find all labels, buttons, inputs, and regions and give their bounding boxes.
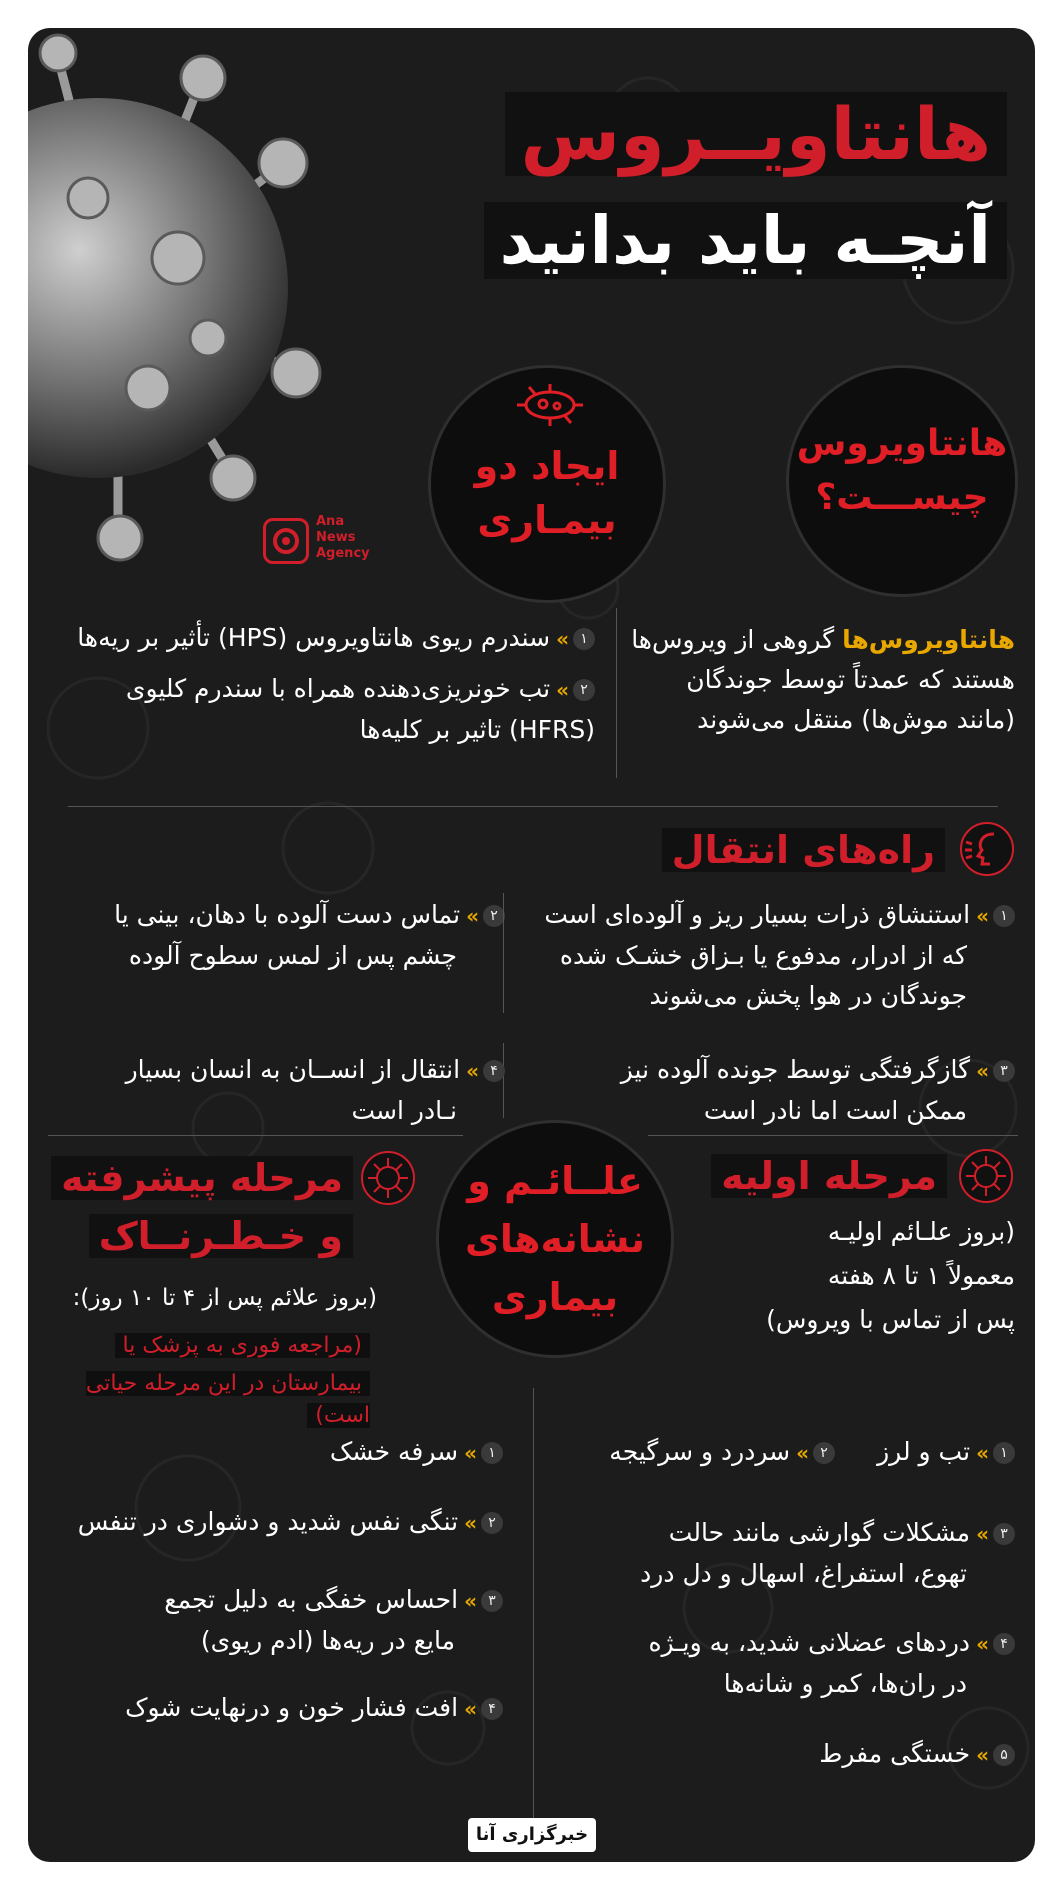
agency-logo-icon	[263, 518, 309, 564]
divider-vertical-4	[533, 1388, 534, 1818]
divider-horizontal-3	[648, 1135, 1018, 1136]
title-line-1: هانتاویــروس	[505, 92, 1007, 176]
diseases-list: ۱»سندرم ریوی هانتاویروس (HPS) تأثیر بر ریه‌ها ۲»تب خونریزی‌دهنده همراه با سندرم کلیوی (HFRS) تاثیر بر کلیه‌ها	[35, 618, 595, 750]
two-diseases-circle: ایجاد دو بیمـاری	[428, 365, 666, 603]
footer-logo: خبرگزاری آنا	[468, 1818, 596, 1852]
advanced-item-4: ۴»افت فشار خون و درنهایت شوک	[33, 1688, 503, 1729]
advanced-stage-heading-2: و خـطـرنــاک	[89, 1214, 353, 1258]
transmission-item-3: ۳»گازگرفتگی توسط جونده آلوده نیز ممکن است اما نادر است	[535, 1050, 1015, 1131]
divider-vertical-2	[503, 893, 504, 1013]
early-item-2: ۲»سردرد و سرگیجه	[555, 1432, 835, 1473]
transmission-item-2: ۲»تماس دست آلوده با دهان، بینی یا چشم پس از لمس سطوح آلوده	[35, 895, 505, 976]
virus-icon-advanced	[360, 1150, 416, 1206]
advanced-warning-1: (مراجعه فوری به پزشک یا	[115, 1333, 370, 1358]
title-block	[505, 86, 1007, 182]
breath-icon	[958, 820, 1016, 878]
transmission-item-1: ۱»استنشاق ذرات بسیار ریز و آلوده‌ای است که از ادرار، مدفوع یا بـزاق خشـک شده جوندگان در هوا پخش می‌شوند	[535, 895, 1015, 1016]
disease-item-1: ۱»سندرم ریوی هانتاویروس (HPS) تأثیر بر ریه‌ها	[35, 618, 595, 659]
divider-horizontal-1	[68, 806, 998, 807]
advanced-item-3: ۳»احساس خفگی به دلیل تجمع مایع در ریه‌ها (ادم ریوی)	[33, 1580, 503, 1661]
virus-icon-early	[958, 1148, 1014, 1204]
early-stage-description: (بروز علـائم اولیـه معمولاً ۱ تا ۸ هفته پس از تماس با ویروس)	[766, 1217, 1015, 1334]
advanced-warning-2: بیمارستان در این مرحله حیاتی است)	[85, 1371, 370, 1428]
title-block-2	[484, 198, 1007, 284]
agency-name: Ana News Agency	[316, 514, 370, 561]
early-heading-wrap	[711, 1151, 947, 1201]
advanced-heading-wrap-2	[89, 1211, 353, 1261]
early-item-3: ۳»مشکلات گوارشی مانند حالت تهوع، استفراغ، اسهال و دل درد	[545, 1513, 1015, 1594]
early-stage-heading: مرحله اولیه	[711, 1154, 947, 1198]
advanced-heading-wrap-1	[51, 1153, 353, 1203]
advanced-stage-description: (بروز علائم پس از ۴ تا ۱۰ روز):	[72, 1285, 377, 1311]
infographic-card	[28, 28, 1035, 1862]
transmission-heading: راه‌های انتقال	[662, 828, 945, 872]
divider-horizontal-2	[48, 1135, 463, 1136]
what-is-circle: هانتاویروس چیســـت؟	[786, 365, 1018, 597]
advanced-stage-heading-1: مرحله پیشرفته	[51, 1156, 353, 1200]
transmission-heading-wrap	[662, 825, 945, 875]
symptoms-circle: علــائـم و نشانه‌های بیماری	[436, 1120, 674, 1358]
early-item-1: ۱»تب و لرز	[865, 1432, 1015, 1473]
what-is-highlight: هانتاویروس‌ها	[842, 625, 1015, 654]
advanced-tag-wrap-2	[28, 1368, 370, 1432]
virus-illustration	[28, 28, 358, 588]
transmission-item-4: ۴»انتقال از انســان به انسان بسیار نـادر است	[35, 1050, 505, 1131]
disease-item-2: ۲»تب خونریزی‌دهنده همراه با سندرم کلیوی	[35, 669, 595, 710]
bacteria-icon	[515, 382, 585, 428]
title-line-2: آنچـه باید بدانید	[484, 202, 1007, 279]
what-is-description: هانتاویروس‌ها گروهی از ویروس‌ها هستند که عمدتاً توسط جوندگان (مانند موش‌ها) منتقل می‌شوند	[631, 625, 1015, 734]
divider-vertical-1	[616, 608, 617, 778]
early-item-4: ۴»دردهای عضلانی شدید، به ویـژه در ران‌ها، کمر و شانه‌ها	[545, 1623, 1015, 1704]
advanced-item-1: ۱»سرفه خشک	[33, 1432, 503, 1473]
advanced-tag-wrap-1	[115, 1330, 370, 1362]
early-item-5: ۵»خستگی مفرط	[545, 1734, 1015, 1775]
advanced-item-2: ۲»تنگی نفس شدید و دشواری در تنفس	[33, 1502, 503, 1543]
